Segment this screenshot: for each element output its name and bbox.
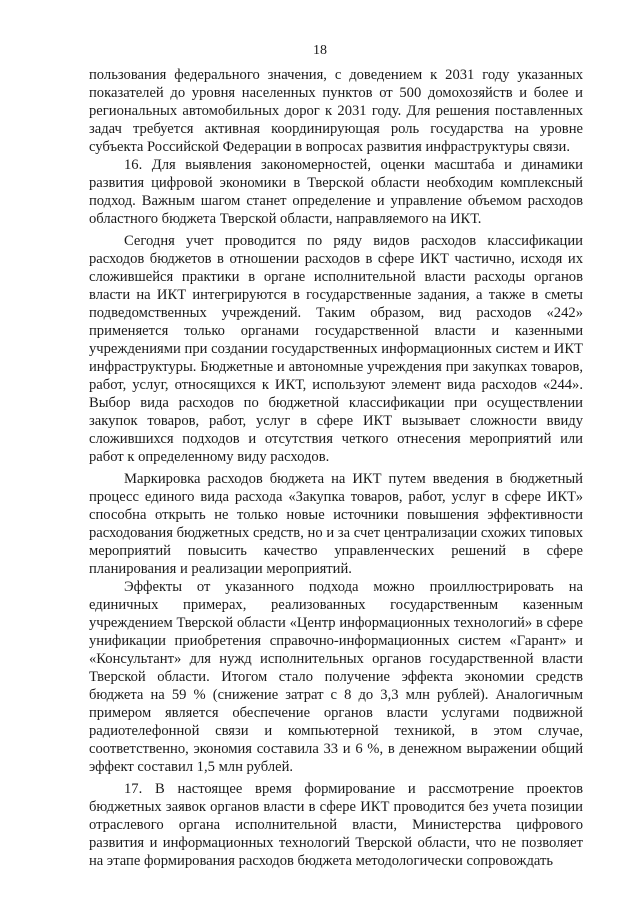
paragraph-item-17: 17. В настоящее время формирование и рассмотрение проектов бюджетных заявок органов власти в сфере ИКТ проводится без учета позиции отраслевого органа исполнительной власти, Министерства цифрового развития и информационных технологий Тверской области, что не позволяет на этапе формирования расходов бюджета методологически сопровождать (89, 781, 583, 869)
paragraph-expense-marking: Маркировка расходов бюджета на ИКТ путем введения в бюджетный процесс единого вида расхода «Закупка товаров, работ, услуг в сфере ИКТ» способна открыть не только новые источники повышения эффективности расходования бюджетных средств, но и за счет централизации схожих типовых мероприятий повысить качество управленческих решений в сфере планирования и реализации мероприятий. (89, 471, 583, 577)
paragraph-effects: Эффекты от указанного подхода можно проиллюстрировать на единичных примерах, реализованных государственным казенным учреждением Тверской области «Центр информационных технологий» в сфере унификации приобретения справочно-информационных систем «Гарант» и «Консультант» для нужд исполнительных органов государственной власти Тверской области. Итогом стало получение эффекта экономии средств бюджета на 59 % (снижение затрат с 8 до 3,3 млн рублей). Аналогичным примером является обеспечение органов власти услугами подвижной радиотелефонной связи и компьютерной техникой, в этом случае, соответственно, экономия составила 33 и 6 %, в денежном выражении общий эффект составил 1,5 млн рублей. (89, 579, 583, 775)
paragraph-item-16: 16. Для выявления закономерностей, оценки масштаба и динамики развития цифровой экономики в Тверской области необходим комплексный подход. Важным шагом станет определение и управление объемом расходов областного бюджета Тверской области, направляемого на ИКТ. (89, 157, 583, 227)
page-number: 18 (313, 43, 327, 58)
paragraph-expense-accounting: Сегодня учет проводится по ряду видов расходов классификации расходов бюджетов в отношении расходов в сфере ИКТ частично, исходя их сложившейся практики в органе исполнительной власти расходы органов власти на ИКТ интегрируются в государственные задания, а также в сметы подведомственных учреждений. Таким образом, вид расходов «242» применяется только органами государственной власти и казенными учреждениями при создании государственных информационных систем и ИКТ инфраструктуры. Бюджетные и автономные учреждения при закупках товаров, работ, услуг, относящихся к ИКТ, используют элемент вида расходов «244». Выбор вида расходов по бюджетной классификации при осуществлении закупок товаров, работ, услуг в сфере ИКТ вызывает сложности ввиду сложившихся подходов и отсутствия четкого отнесения мероприятий или работ к определенному виду расходов. (89, 233, 583, 465)
paragraph-continuation: пользования федерального значения, с доведением к 2031 году указанных показателей до уровня населенных пунктов от 500 домохозяйств и более и региональных автомобильных дорог к 2031 году. Для решения поставленных задач требуется активная координирующая роль государства на уровне субъекта Российской Федерации в вопросах развития инфраструктуры связи. (89, 67, 583, 155)
document-body (89, 66, 583, 870)
